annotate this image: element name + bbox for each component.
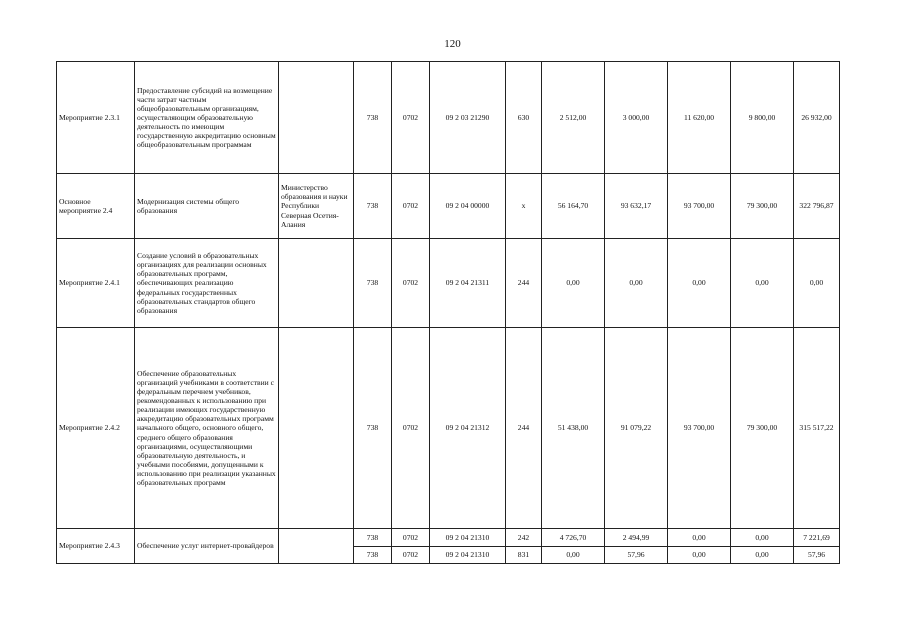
amount-4: 0,00 [731,529,794,547]
amount-4: 79 300,00 [731,328,794,529]
page-number: 120 [444,38,461,50]
grbs-code: 738 [354,547,392,564]
amount-4: 79 300,00 [731,174,794,239]
amount-total: 57,96 [794,547,840,564]
responsible-org [279,328,354,529]
amount-1: 2 512,00 [542,62,605,174]
responsible-org [279,529,354,564]
responsible-org [279,62,354,174]
vr-code: 244 [506,328,542,529]
table-row [57,328,840,529]
amount-1: 51 438,00 [542,328,605,529]
amount-1: 0,00 [542,239,605,328]
event-name: Модернизация системы общего образования [135,174,279,239]
event-code: Основное мероприятие 2.4 [57,174,135,239]
table-row [57,239,840,328]
rzpr-code: 0702 [392,547,430,564]
event-code: Мероприятие 2.4.3 [57,529,135,564]
responsible-org: Министерство образования и науки Республики Северная Осетия-Алания [279,174,354,239]
grbs-code: 738 [354,62,392,174]
vr-code: 630 [506,62,542,174]
event-name: Предоставление субсидий на возмещение части затрат частным общеобразовательным организациям, осуществляющим образовательную деятельность по имеющим государственную аккредитацию основным общеобразовательным программам [135,62,279,174]
amount-2: 0,00 [605,239,668,328]
rzpr-code: 0702 [392,529,430,547]
csr-code: 09 2 04 00000 [430,174,506,239]
table-row [57,62,840,174]
csr-code: 09 2 04 21310 [430,547,506,564]
amount-2: 93 632,17 [605,174,668,239]
rzpr-code: 0702 [392,328,430,529]
amount-4: 0,00 [731,239,794,328]
amount-total: 322 796,87 [794,174,840,239]
vr-code: 244 [506,239,542,328]
amount-2: 91 079,22 [605,328,668,529]
rzpr-code: 0702 [392,62,430,174]
grbs-code: 738 [354,239,392,328]
event-name: Обеспечение услуг интернет-провайдеров [135,529,279,564]
rzpr-code: 0702 [392,174,430,239]
amount-1: 4 726,70 [542,529,605,547]
amount-1: 56 164,70 [542,174,605,239]
amount-1: 0,00 [542,547,605,564]
rzpr-code: 0702 [392,239,430,328]
event-code: Мероприятие 2.4.2 [57,328,135,529]
event-name: Создание условий в образовательных организациях для реализации основных образовательных программ, обеспечивающих реализацию федеральных государственных образовательных стандартов общего образования [135,239,279,328]
budget-table [56,61,840,564]
responsible-org [279,239,354,328]
table-row [57,529,840,547]
table-row [57,174,840,239]
amount-2: 2 494,99 [605,529,668,547]
csr-code: 09 2 04 21311 [430,239,506,328]
grbs-code: 738 [354,174,392,239]
vr-code: х [506,174,542,239]
event-name: Обеспечение образовательных организаций учебниками в соответствии с федеральным перечнем учебников, рекомендованных к использованию при реализации имеющих государственную аккредитацию образовательных программ начального общего, основного общего, среднего общего образования организациями, осуществляющими образовательную деятельность, и учебными пособиями, допущенными к использованию при реализации указанных образовательных программ [135,328,279,529]
vr-code: 242 [506,529,542,547]
csr-code: 09 2 03 21290 [430,62,506,174]
amount-total: 26 932,00 [794,62,840,174]
amount-3: 0,00 [668,239,731,328]
amount-3: 93 700,00 [668,174,731,239]
amount-4: 9 800,00 [731,62,794,174]
vr-code: 831 [506,547,542,564]
csr-code: 09 2 04 21312 [430,328,506,529]
event-code: Мероприятие 2.3.1 [57,62,135,174]
amount-3: 0,00 [668,547,731,564]
amount-3: 11 620,00 [668,62,731,174]
amount-total: 315 517,22 [794,328,840,529]
grbs-code: 738 [354,529,392,547]
csr-code: 09 2 04 21310 [430,529,506,547]
amount-3: 93 700,00 [668,328,731,529]
amount-total: 0,00 [794,239,840,328]
event-code: Мероприятие 2.4.1 [57,239,135,328]
amount-2: 3 000,00 [605,62,668,174]
amount-4: 0,00 [731,547,794,564]
grbs-code: 738 [354,328,392,529]
amount-total: 7 221,69 [794,529,840,547]
amount-2: 57,96 [605,547,668,564]
amount-3: 0,00 [668,529,731,547]
